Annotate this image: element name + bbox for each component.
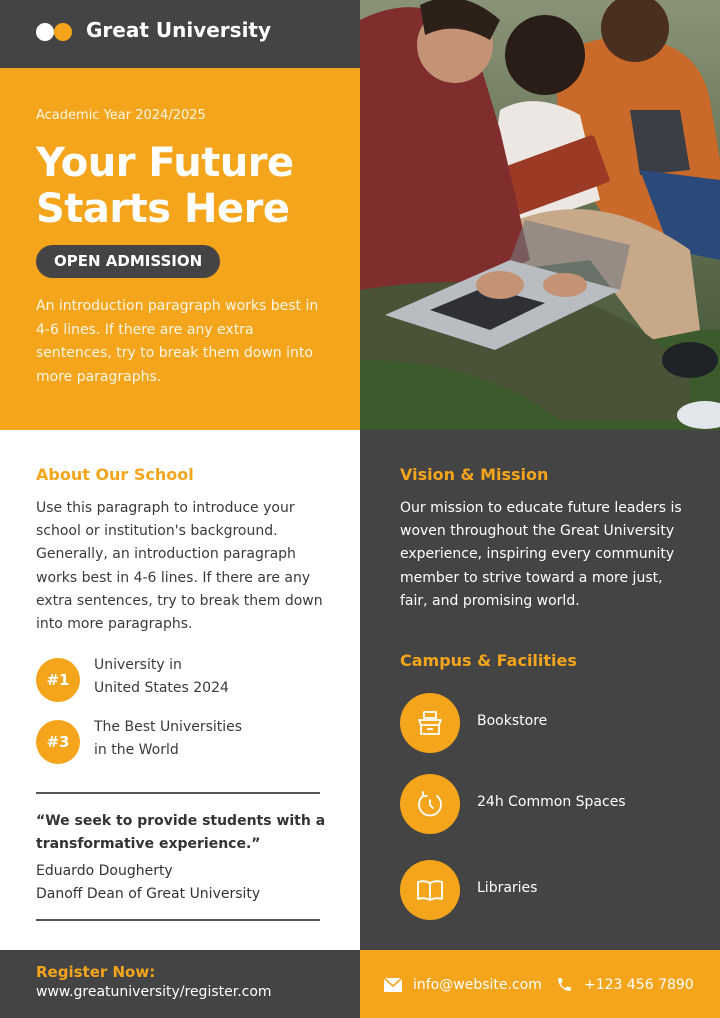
dean-quote: “We seek to provide students with a transformative experience.” — [36, 813, 326, 852]
open-book-icon — [400, 860, 460, 920]
students-photo — [360, 0, 720, 430]
open-admission-badge: OPEN ADMISSION — [36, 245, 220, 278]
rank-description — [94, 654, 324, 700]
facility-item — [400, 693, 700, 755]
hero-title-line2: Starts Here — [36, 186, 290, 232]
about-section — [0, 430, 360, 950]
academic-year: Academic Year 2024/2025 — [36, 108, 206, 123]
logo-icon — [36, 23, 76, 41]
hero-intro: An introduction paragraph works best in 4-6 lines. If there are any extra sentences, try to break them down into more paragraphs. — [36, 298, 319, 385]
footer-register — [0, 950, 360, 1018]
facility-label: 24h Common Spaces — [477, 794, 626, 810]
rank-badge: #3 — [36, 720, 80, 764]
phone-number[interactable]: +123 456 7890 — [584, 977, 694, 993]
quote-author-name: Eduardo Dougherty — [36, 863, 173, 879]
divider — [36, 919, 320, 921]
quote-author-title: Danoff Dean of Great University — [36, 886, 261, 902]
register-label: Register Now: — [36, 963, 156, 981]
rank-badge: #1 — [36, 658, 80, 702]
vision-paragraph: Our mission to educate future leaders is woven throughout the Great University experience, inspiring every community member to strive toward a more just, fair, and promising world. — [400, 500, 682, 609]
facility-label: Libraries — [477, 880, 538, 896]
rank-line1: The Best Universities — [94, 719, 243, 735]
rank-line2: United States 2024 — [94, 680, 229, 696]
facility-item — [400, 860, 700, 922]
footer-contact — [360, 950, 720, 1018]
rank-line1: University in — [94, 657, 182, 673]
about-title: About Our School — [36, 465, 194, 484]
email-link[interactable]: info@website.com — [413, 977, 542, 993]
brand-name: Great University — [86, 18, 272, 42]
refresh-clock-icon — [400, 774, 460, 834]
vision-section — [360, 430, 720, 950]
rank-description — [94, 716, 324, 762]
hero-title — [36, 140, 346, 232]
mail-icon — [384, 977, 402, 996]
hero-title-line1: Your Future — [36, 140, 294, 186]
rank-item — [36, 720, 336, 766]
divider — [36, 792, 320, 794]
rank-line2: in the World — [94, 742, 179, 758]
campus-title: Campus & Facilities — [400, 651, 577, 670]
rank-item — [36, 658, 336, 704]
facility-item — [400, 774, 700, 836]
phone-icon — [556, 976, 573, 997]
header-bar — [0, 0, 360, 68]
bookstore-icon — [400, 693, 460, 753]
about-paragraph: Use this paragraph to introduce your school or institution's background. Generally, an introduction paragraph works best in 4-6 lines. If there are any extra sentences, try to break them down into more paragraphs. — [36, 500, 323, 633]
facility-label: Bookstore — [477, 713, 548, 729]
register-link[interactable]: www.greatuniversity/register.com — [36, 984, 272, 1000]
hero-panel — [0, 68, 360, 430]
vision-title: Vision & Mission — [400, 465, 549, 484]
